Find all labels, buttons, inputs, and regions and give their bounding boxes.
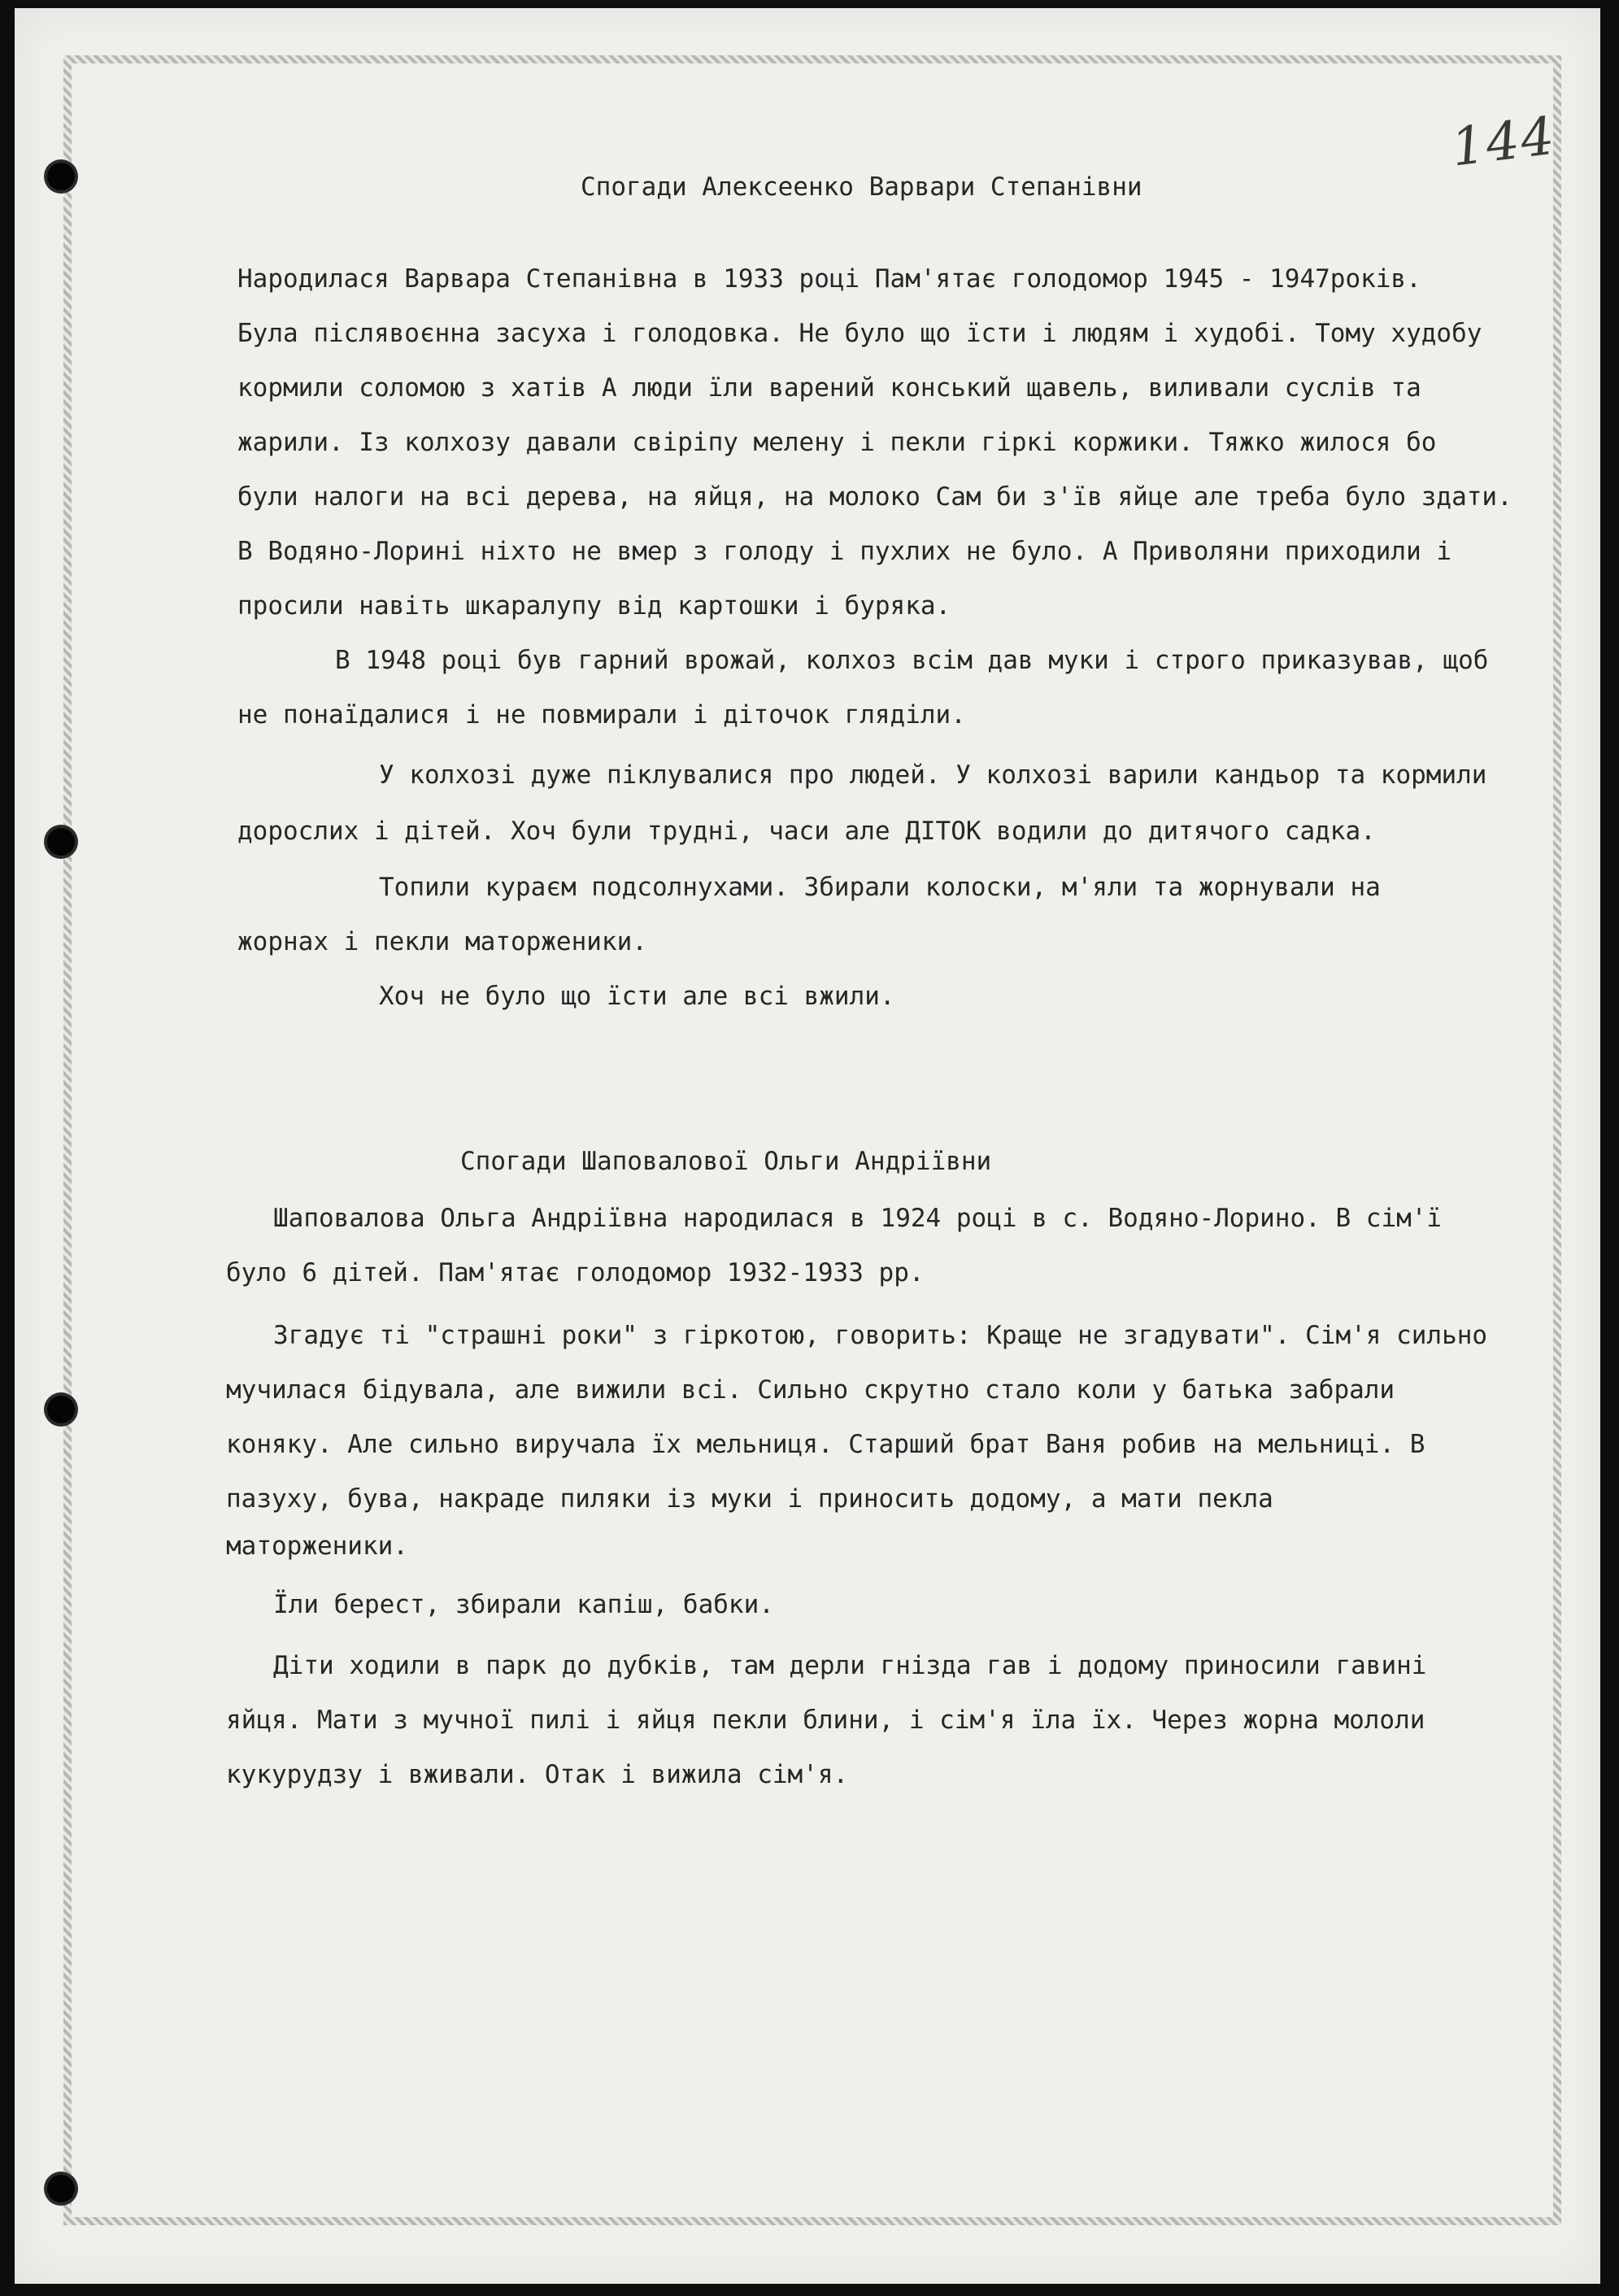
section2-line-10: яйця. Мати з мучної пилі і яйця пекли блини, і сім'я їла їх. Через жорна мололи — [226, 1706, 1425, 1735]
punch-hole-4 — [47, 2175, 75, 2202]
punch-hole-2 — [47, 828, 75, 856]
punch-hole-3 — [47, 1396, 75, 1423]
section1-title: Спогади Алексеенко Варвари Степанівни — [581, 172, 1142, 202]
section2-line-1: Шаповалова Ольга Андріївна народилася в 1924 році в с. Водяно-Лорино. В сім'ї — [273, 1204, 1443, 1233]
section1-line-1: Народилася Варвара Степанівна в 1933 році Пам'ятає голодомор 1945 - 1947років. — [237, 264, 1421, 294]
section1-line-14: Хоч не було що їсти але всі вжили. — [379, 982, 895, 1011]
section2-line-2: було 6 дітей. Пам'ятає голодомор 1932-1933 рр. — [226, 1258, 925, 1287]
section2-line-6: пазуху, бува, накраде пиляки із муки і приносить додому, а мати пекла — [226, 1484, 1273, 1514]
section2-line-3: Згадує ті "страшні роки" з гіркотою, говорить: Краще не згадувати". Сім'я сильно — [273, 1321, 1488, 1350]
section2-line-11: кукурудзу і вживали. Отак і вижила сім'я. — [226, 1760, 849, 1789]
section1-line-5: були налоги на всі дерева, на яйця, на молоко Сам би з'їв яйце але треба було здати. — [237, 482, 1512, 512]
punch-hole-1 — [47, 163, 75, 190]
section1-line-13: жорнах і пекли маторженики. — [237, 927, 647, 956]
section1-line-6: В Водяно-Лорині ніхто не вмер з голоду і пухлих не було. А Приволяни приходили і — [237, 537, 1452, 566]
section1-line-9: не понаїдалися і не повмирали і діточок гляділи. — [237, 700, 966, 730]
section1-line-7: просили навіть шкаралупу від картошки і буряка. — [237, 591, 951, 621]
section1-line-8: В 1948 році був гарний врожай, колхоз всім дав муки і строго приказував, щоб — [335, 646, 1489, 675]
section2-title: Спогади Шаповалової Ольги Андріївни — [460, 1147, 992, 1176]
handwritten-page-number: 144 — [1447, 106, 1560, 179]
section2-line-8: Їли берест, збирали капіш, бабки. — [273, 1590, 774, 1619]
section2-line-5: коняку. Але сильно виручала їх мельниця. Старший брат Ваня робив на мельниці. В — [226, 1430, 1425, 1459]
section1-line-4: жарили. Із колхозу давали свіріпу мелену і пекли гіркі коржики. Тяжко жилося бо — [237, 428, 1437, 457]
section1-line-11: дорослих і дітей. Хоч були трудні, часи але ДІТОК водили до дитячого садка. — [237, 817, 1376, 846]
section1-line-10: У колхозі дуже піклувалися про людей. У колхозі варили кандьор та кормили — [379, 760, 1487, 790]
section2-line-7: маторженики. — [226, 1531, 408, 1561]
section1-line-2: Була післявоєнна засуха і голодовка. Не було що їсти і людям і худобі. Тому худобу — [237, 319, 1482, 348]
section2-line-9: Діти ходили в парк до дубків, там дерли гнізда гав і додому приносили гавині — [273, 1651, 1427, 1680]
section2-line-4: мучилася бідувала, але вижили всі. Сильно скрутно стало коли у батька забрали — [226, 1375, 1395, 1405]
section1-line-12: Топили кураєм подсолнухами. Збирали колоски, м'яли та жорнували на — [379, 873, 1381, 902]
section1-line-3: кормили соломою з хатів А люди їли варений конський щавель, виливали суслів та — [237, 373, 1421, 403]
